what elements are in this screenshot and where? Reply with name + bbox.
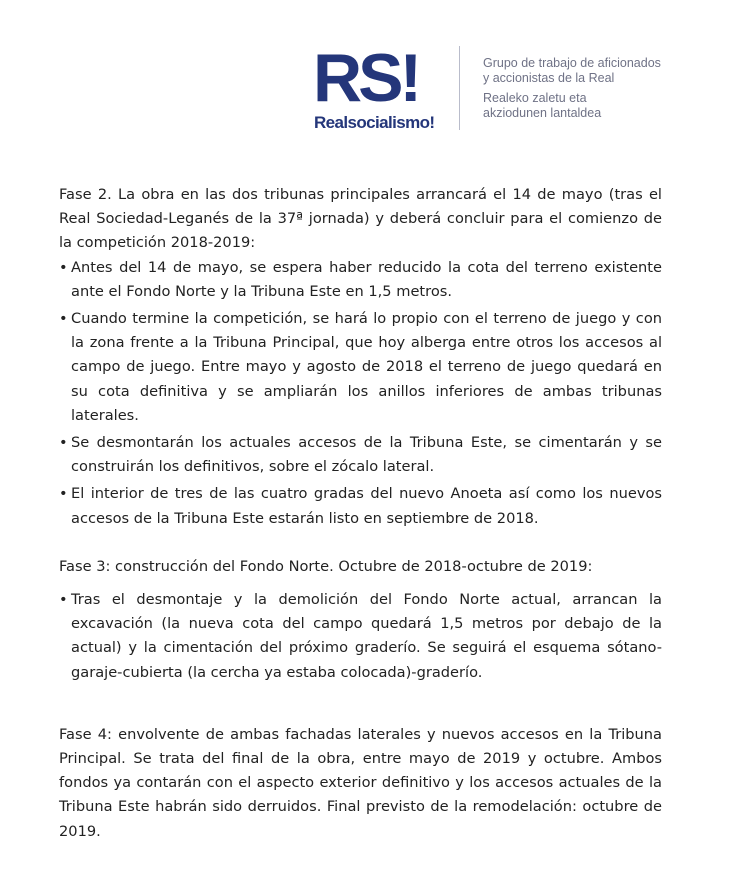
tagline-spanish-line-2: y accionistas de la Real xyxy=(483,71,615,85)
fase4-paragraph: Fase 4: envolvente de ambas fachadas laterales y nuevos accesos en la Tribuna Principal. Se trata del final de la obra, entre mayo de 2019 y octubre. Ambos fondos ya contarán con el aspecto exterior definitivo y los accesos actuales de la Tribuna Este habrán sido derruidos. Final previsto de la remodelación: octubre de 2019. xyxy=(59,725,662,840)
list-item xyxy=(59,588,662,685)
bullet-dot: • xyxy=(59,258,68,276)
document-header xyxy=(0,0,732,150)
list-item xyxy=(59,256,662,304)
tagline-spanish xyxy=(483,56,661,86)
fase2-intro: Fase 2. La obra en las dos tribunas principales arrancará el 14 de mayo (tras el Real Sociedad-Leganés de la 37ª jornada) y deberá concluir para el comienzo de la competición 2018-2019: xyxy=(59,186,662,252)
list-item xyxy=(59,307,662,428)
fase3-intro: Fase 3: construcción del Fondo Norte. Octubre de 2018-octubre de 2019: xyxy=(59,557,593,575)
list-item-text: El interior de tres de las cuatro gradas del nuevo Anoeta así como los nuevos accesos de la Tribuna Este estarán listo en septiembre de 2018. xyxy=(71,485,662,527)
list-item-text: Tras el desmontaje y la demolición del Fondo Norte actual, arrancan la excavación (la nueva cota del campo quedará 1,5 metros por debajo de la actual) y la cimentación del próximo graderío. Se seguirá el esquema sótano-garaje-cubierta (la cercha ya estaba colocada)-graderío. xyxy=(71,591,662,681)
bullet-dot: • xyxy=(59,591,68,609)
logo-subtitle: Realsocialismo! xyxy=(314,113,435,132)
tagline-basque-line-2: akziodunen lantaldea xyxy=(483,106,602,120)
list-item-text: Se desmontarán los actuales accesos de la Tribuna Este, se cimentarán y se construirán los definitivos, sobre el zócalo lateral. xyxy=(71,434,662,476)
fase2-bullet-list xyxy=(59,256,662,531)
header-divider xyxy=(459,46,460,130)
tagline-basque xyxy=(483,91,601,121)
bullet-dot: • xyxy=(59,485,68,503)
section-spacer xyxy=(59,531,662,555)
bullet-dot: • xyxy=(59,434,68,452)
list-item xyxy=(59,482,662,530)
realsocialismo-logo: RS! xyxy=(313,40,419,116)
list-item xyxy=(59,431,662,479)
bullet-dot: • xyxy=(59,310,68,328)
document-body xyxy=(59,183,662,844)
fase3-bullet-list xyxy=(59,588,662,685)
list-item-text: Antes del 14 de mayo, se espera haber reducido la cota del terreno existente ante el Fondo Norte y la Tribuna Este en 1,5 metros. xyxy=(71,258,662,300)
list-item-text: Cuando termine la competición, se hará lo propio con el terreno de juego y con la zona frente a la Tribuna Principal, que hoy alberga entre otros los accesos al campo de juego. Entre mayo y agosto de 2018 el terreno de juego quedará en su cota definitiva y se ampliarán los anillos inferiores de ambas tribunas laterales. xyxy=(71,310,662,424)
tagline-spanish-line-1: Grupo de trabajo de aficionados xyxy=(483,56,661,70)
section-spacer xyxy=(59,685,662,723)
tagline-basque-line-1: Realeko zaletu eta xyxy=(483,91,587,105)
